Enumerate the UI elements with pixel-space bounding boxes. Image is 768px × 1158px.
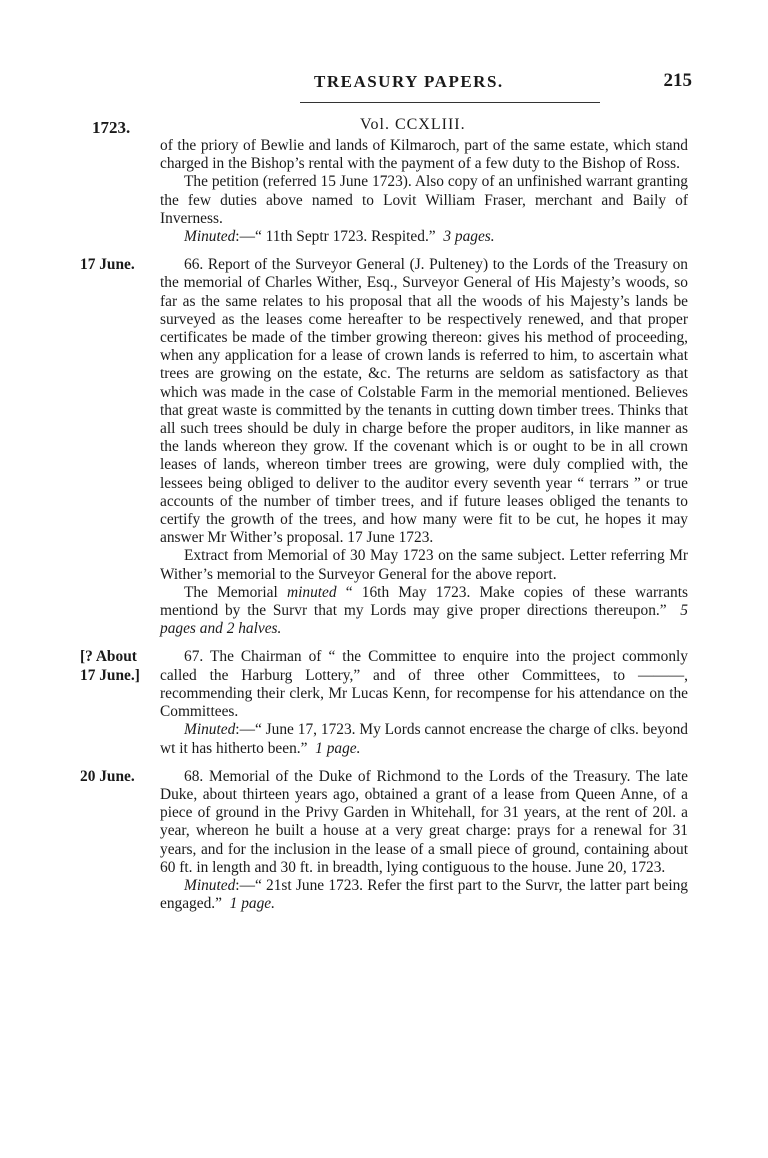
margin-date: 20 June. (80, 767, 135, 785)
page-count: 1 page. (315, 739, 361, 757)
minuted-label: Minuted (184, 876, 236, 894)
page-header (300, 70, 720, 100)
continuation-text: of the priory of Bewlie and lands of Kilmaroch, part of the same estate, which stand charged in the Bishop’s rental with the payment of a few duty to the Bishop of Ross. (160, 137, 688, 173)
minuted-label: minuted (286, 583, 337, 601)
entry-66 (80, 256, 688, 638)
page-count: 1 page. (229, 895, 275, 913)
minuted-label: Minuted (184, 228, 236, 246)
margin-date: 17 June. (80, 256, 135, 274)
margin-date: [? About 17 June.] (80, 648, 140, 684)
page-count: 5 pages and 2 halves. (160, 602, 688, 638)
entry-68 (80, 767, 688, 914)
entry-67 (80, 648, 688, 757)
minuted-label: Minuted (184, 721, 236, 739)
page-count: 3 pages. (443, 228, 495, 246)
minuted-text: :—“ 11th Septr 1723. Respited.” (235, 228, 436, 246)
minuted-text: “ 16th May 1723. Make copies of these warrants mentiond by the Survr that my Lords may give proper directions thereupon.” (160, 583, 688, 620)
minuted-line (160, 721, 688, 757)
minuted-line (160, 584, 688, 639)
minuted-text: :—“ June 17, 1723. My Lords cannot encrease the charge of clks. beyond wt it has hitherto been.” (160, 721, 688, 757)
petition-text: The petition (referred 15 June 1723). Also copy of an unfinished warrant granting the few duties above named to Lovit William Fraser, merchant and Baily of Inverness. (160, 173, 688, 227)
minuted-line (160, 877, 688, 913)
entry-main-text: 66. Report of the Surveyor General (J. Pulteney) to the Lords of the Treasury on the memorial of Charles Wither, Esq., Surveyor General of His Majesty’s woods, so far as the same relates to his proposal that all the woods of his Majesty’s lands be surveyed as the leases come hereafter to be respectively renewed, and that proper certificates be made of the timber growing thereon: gives his method of proceeding, when any application for a lease of crown lands is referred to him, to ascertain what trees are growing on the estate, &c. The returns are seldom as satisfactory as that which was made in the case of Colstable Farm in the memorial mentioned. Believes that great waste is committed by the tenants in cutting down timber trees. Thinks that all such trees should be duly in charge before the proper auditors, in like manner as the lands whereon they grow. If the covenant which is or ought to be in all crown leases of lands, whereon timber trees are growing, were duly complied with, the lessees being obliged to deliver to the auditor every seventh year “ terrars ” or true accounts of the number of timber trees, and if future leases obliged the tenants to certify the growth of the trees, and how many were fit to be cut, he hopes it may answer Mr Wither’s proposal. 17 June 1723. (160, 256, 688, 547)
year-label: 1723. (92, 118, 131, 137)
minuted-line (160, 228, 688, 246)
document-body (80, 137, 688, 913)
entry-main-text: 68. Memorial of the Duke of Richmond to the Lords of the Treasury. The late Duke, about thirteen years ago, obtained a grant of a lease from Queen Anne, of a piece of ground in the Privy Garden in Whitehall, for 31 years, at the rent of 20l. a year, whereon he built a house at a very great charge: prays for a renewal for 31 years, and for the inclusion in the lease of a small piece of ground, containing about 60 ft. in length and 30 ft. in breadth, lying contiguous to the house. June 20, 1723. (160, 767, 688, 876)
continuation-entry (160, 137, 688, 246)
header-rule (300, 102, 600, 103)
entry-main-text: 67. The Chairman of “ the Committee to enquire into the project commonly called the Harburg Lottery,” and of three other Committees, to ———, recommending their clerk, Mr Lucas Kenn, for recompense for his attendance on the Committees. (160, 648, 688, 721)
entry-extract-text: Extract from Memorial of 30 May 1723 on the same subject. Letter referring Mr Wither’s memorial to the Surveyor General for the above report. (160, 547, 688, 583)
minuted-prefix: The Memorial (184, 583, 278, 601)
page-number: 215 (663, 70, 692, 91)
minuted-text: :—“ 21st June 1723. Refer the first part to the Survr, the latter part being engaged.” (160, 876, 688, 913)
running-title: TREASURY PAPERS. (314, 72, 504, 91)
volume-label: Vol. CCXLIII. (360, 116, 466, 133)
